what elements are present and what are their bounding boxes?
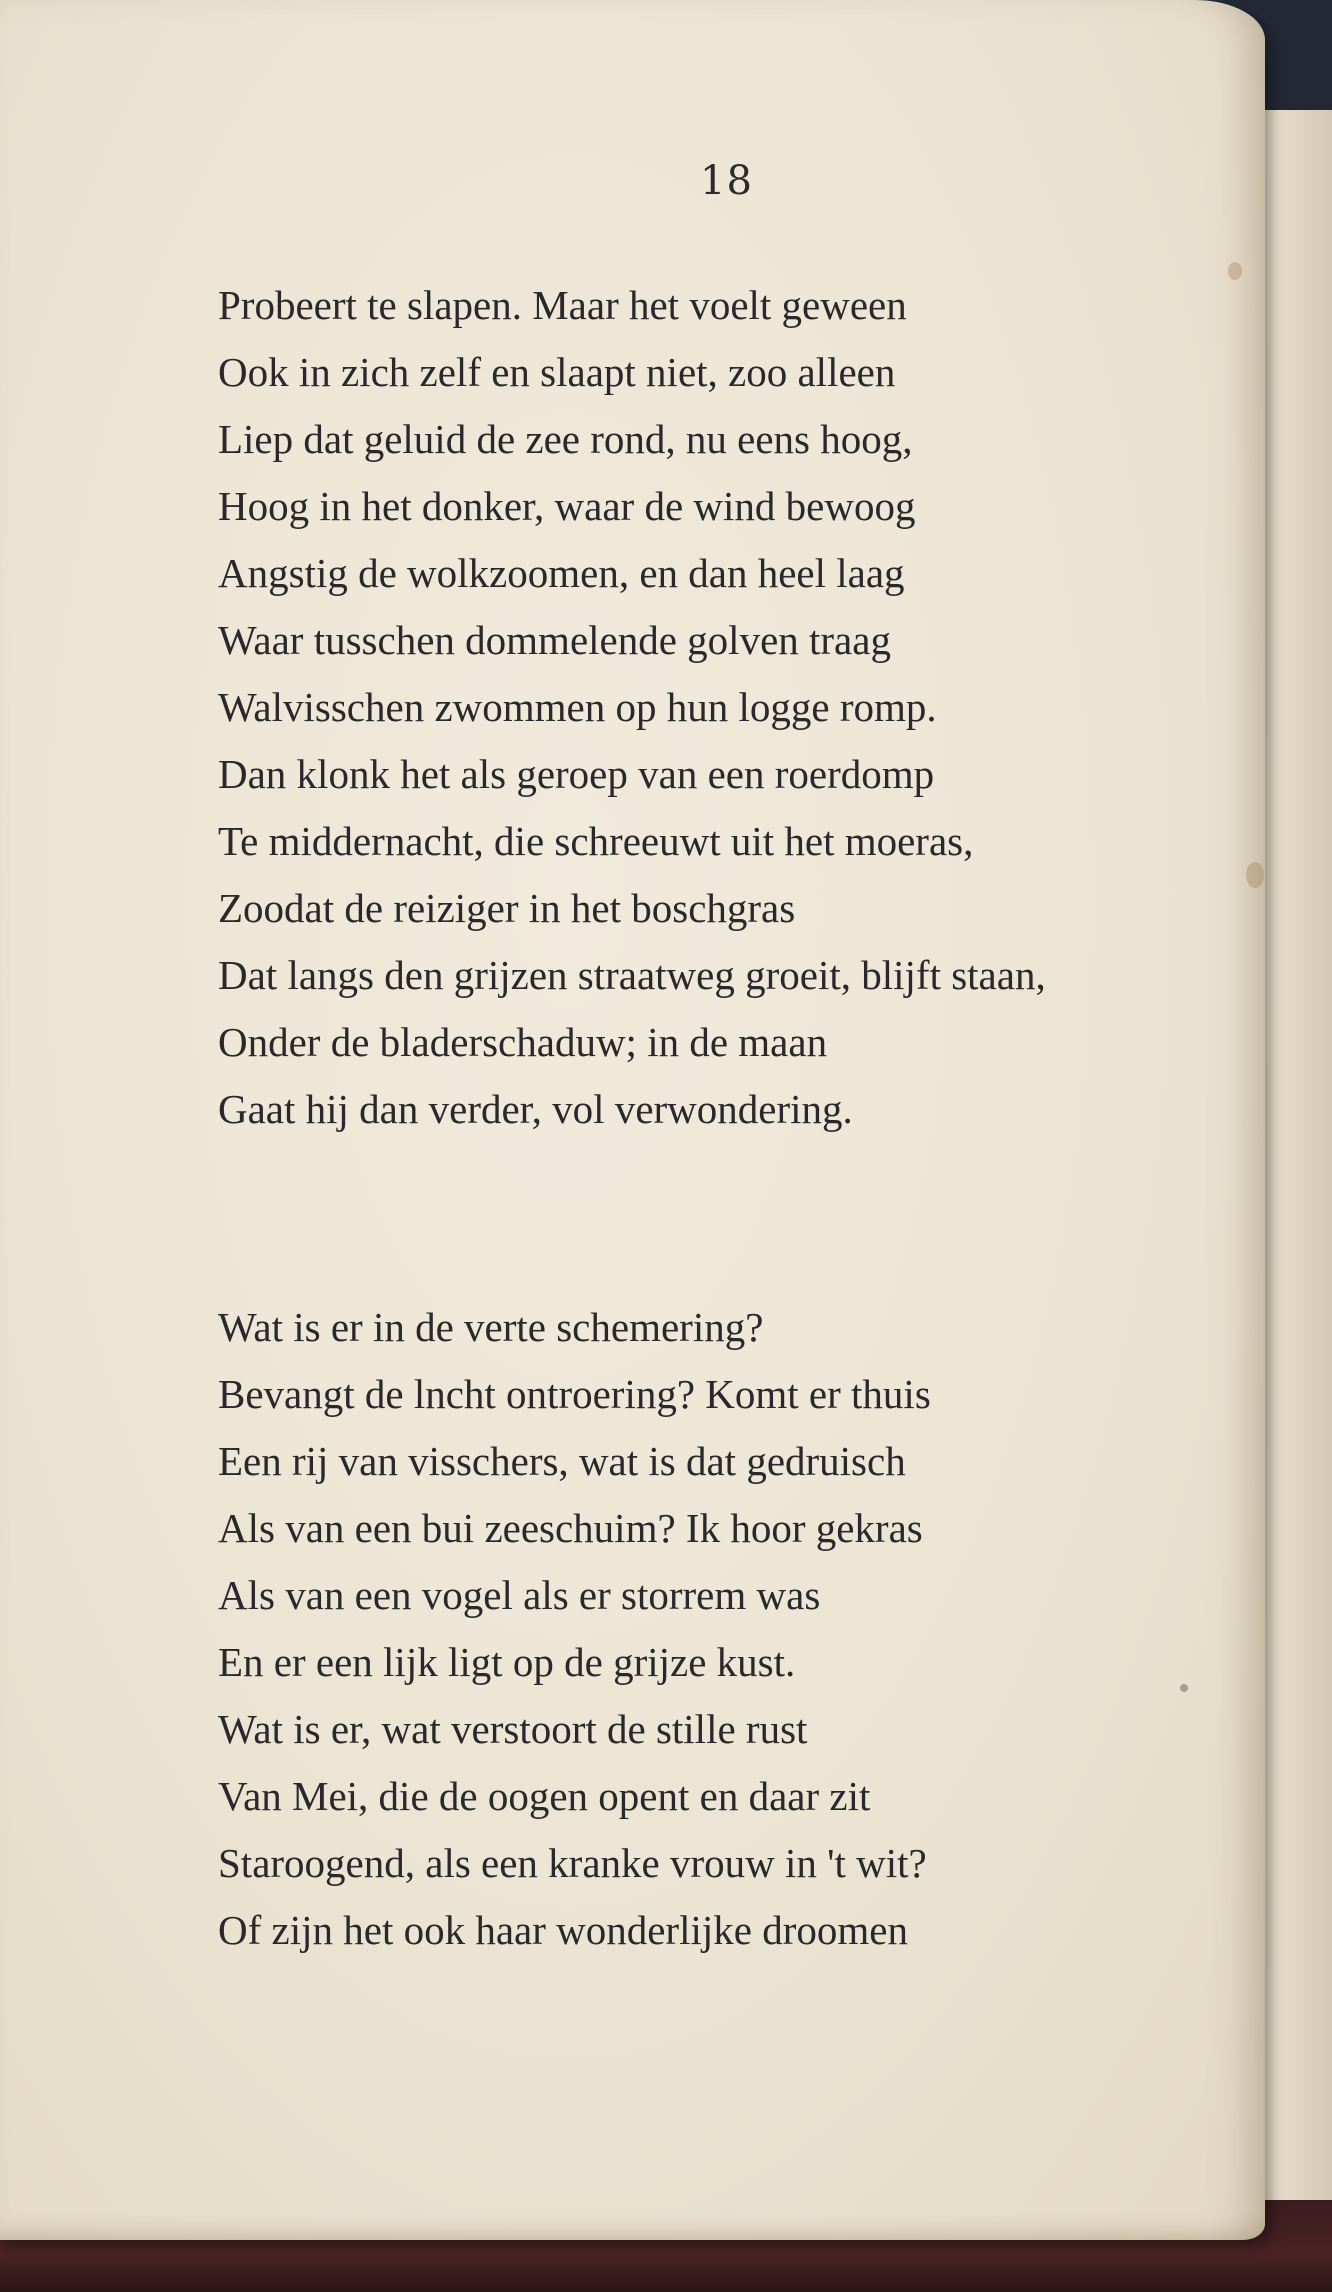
poem-line: Wat is er, wat verstoort de stille rust — [218, 1706, 808, 1752]
poem-line: En er een lijk ligt op de grijze kust. — [218, 1639, 796, 1685]
poem-line: Als van een vogel als er storrem was — [218, 1572, 821, 1618]
page-number: 18 — [700, 158, 753, 204]
poem-line: Dat langs den grijzen straatweg groeit, blijft staan, — [218, 952, 1046, 998]
poem-line: Gaat hij dan verder, vol verwondering. — [218, 1086, 853, 1132]
poem-line: Te middernacht, die schreeuwt uit het moeras, — [218, 818, 974, 864]
poem-line: Een rij van visschers, wat is dat gedruisch — [218, 1438, 906, 1484]
poem-line: Of zijn het ook haar wonderlijke droomen — [218, 1907, 908, 1953]
poem-line: Dan klonk het als geroep van een roerdomp — [218, 751, 935, 797]
paper-stain — [1180, 1684, 1188, 1692]
poem-line: Staroogend, als een kranke vrouw in 't wit? — [218, 1840, 927, 1886]
paper-stain — [1246, 862, 1264, 888]
poem-line: Bevangt de lncht ontroering? Komt er thuis — [218, 1371, 931, 1417]
poem-line: Hoog in het donker, waar de wind bewoog — [218, 483, 916, 529]
poem-line: Onder de bladerschaduw; in de maan — [218, 1019, 828, 1065]
poem-line: Liep dat geluid de zee rond, nu eens hoog, — [218, 416, 913, 462]
poem-line: Angstig de wolkzoomen, en dan heel laag — [218, 550, 905, 596]
poem-line: Probeert te slapen. Maar het voelt geween — [218, 282, 907, 328]
poem-line: Als van een bui zeeschuim? Ik hoor gekras — [218, 1505, 923, 1551]
poem-line: Van Mei, die de oogen opent en daar zit — [218, 1773, 871, 1819]
poem-stanza — [218, 1294, 931, 1964]
poem-line: Waar tusschen dommelende golven traag — [218, 617, 891, 663]
paper-stain — [1228, 262, 1242, 280]
poem-line: Ook in zich zelf en slaapt niet, zoo alleen — [218, 349, 896, 395]
poem-line: Zoodat de reiziger in het boschgras — [218, 885, 796, 931]
poem-stanza — [218, 272, 1046, 1143]
poem-line: Walvisschen zwommen op hun logge romp. — [218, 684, 937, 730]
poem-line: Wat is er in de verte schemering? — [218, 1304, 764, 1350]
